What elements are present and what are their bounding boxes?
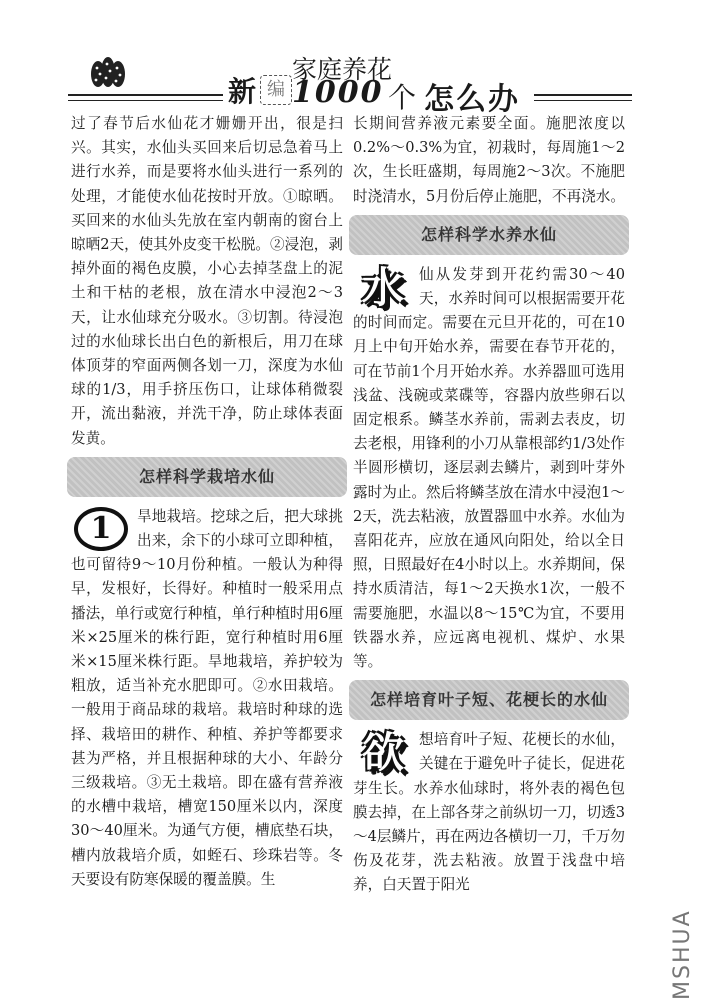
section-cultivation-text: 旱地栽培。挖球之后，把大球挑出来，余下的小球可立即种植，也可留待9～10月份种植。一般认为种得早，发根好，长得好。种植时一般采用点播法，单行或宽行种植，单行种植时用6厘米×25厘米的株行距，宽行种植时用6厘米×15厘米株行距。旱地栽培，养护较为粗放，适当补充水肥即可。②水田栽培。一般用于商品球的栽培。栽培时种球的选择、栽培田的耕作、种植、养护等都要求甚为严格，并且根据种球的大小、年龄分三级栽培。③无土栽培。即在盛有营养液的水槽中栽培，槽宽150厘米以内，深度30～40厘米。为通气方便，槽底垫石块，槽内放栽培介质，如蛭石、珍珠岩等。冬天要设有防寒保暖的覆盖膜。生 xyxy=(71,507,343,888)
header-number: 1000 xyxy=(292,75,384,110)
section-short-leaves-body xyxy=(353,728,625,897)
header-subtitle: 家庭养花 xyxy=(292,55,393,84)
drop-cap-want: 欲 xyxy=(361,728,404,778)
section-water-culture-text: 仙从发芽到开花约需30～40天，水养时间可以根据需要开花的时间而定。需要在元旦开花的，可在10月上中旬开始水养，需要在春节开花的，可在节前1个月开始水养。水养器皿可选用浅盆、浅碗或菜碟等，容器内放些卵石以固定根系。鳞茎水养前，需剥去表皮，切去老根，用锋利的小刀从靠根部约1/3处作半圆形横切，逐层剥去鳞片，剥到叶芽外露时为止。然后将鳞茎放在清水中浸泡1～2天，洗去粘液，放置器皿中水养。水仙为喜阳花卉，应放在通风向阳处，给以全日照，日照最好在4小时以上。水养期间，保持水质清洁，每1～2天换水1次，一般不需要施肥，水温以8～15℃为宜，不要用铁器水养，应远离电视机、煤炉、水果等。 xyxy=(353,265,625,671)
section-heading-cultivation: 怎样科学栽培水仙 xyxy=(67,457,347,497)
continued-paragraph: 长期间营养液元素要全面。施肥浓度以0.2%～0.3%为宜，初栽时，每周施1～2次，生长旺盛期，每周施2～3次。不施肥时浇清水，5月份后停止施肥，不再浇水。 xyxy=(353,115,625,205)
intro-paragraph: 过了春节后水仙花才姗姗开出，很是扫兴。其实，水仙头买回来后切忌急着马上进行水养，而是要将水仙头进行一系列的处理，才能使水仙花按时开放。①晾晒。买回来的水仙头先放在室内朝南的窗台上晾晒2天，使其外皮变干松脱。②浸泡，剥掉外面的褐色皮膜，小心去掉茎盘上的泥土和干枯的老根，放在清水中浸泡2～3天，让水仙球充分吸水。③切割。待浸泡过的水仙球长出白色的新根后，用刀在球体顶芽的窄面两侧各划一刀，深度为水仙球的1/3，用手挤压伤口，让球体稍微裂开，流出黏液，并洗干净，防止球体表面发黄。 xyxy=(71,115,343,447)
drop-cap-circled-one xyxy=(71,507,131,553)
circled-number-icon: 1 xyxy=(74,507,128,551)
header-title-end: 怎么办 xyxy=(424,82,520,117)
section-heading-water-culture: 怎样科学水养水仙 xyxy=(349,215,629,255)
header-boxed-char: 编 xyxy=(260,75,292,105)
header-rule-left xyxy=(68,94,223,101)
section-short-leaves-text: 想培育叶子短、花梗长的水仙，关键在于避免叶子徒长，促进花芽生长。水养水仙球时，将外表的褐色包膜去掉，在上部各芽之前纵切一刀，切透3～4层鳞片，再在两边各横切一刀，千万勿伤及花芽，洗去粘液。放置于浅盘中培养，白天置于阳光 xyxy=(353,731,625,894)
drop-cap-water: 水 xyxy=(361,262,404,312)
header-rule-right xyxy=(534,94,632,101)
section-cultivation-body xyxy=(71,505,343,892)
right-column xyxy=(353,112,625,898)
header-measure-word: 个 xyxy=(388,81,417,114)
section-heading-short-leaves: 怎样培育叶子短、花梗长的水仙 xyxy=(349,680,629,720)
section-water-culture-body xyxy=(353,263,625,674)
narcissus-flower-icon xyxy=(88,52,128,90)
book-header xyxy=(68,48,633,117)
left-column xyxy=(71,112,343,892)
watermark: MSHUA xyxy=(670,909,695,1000)
header-prefix: 新 xyxy=(228,75,256,108)
